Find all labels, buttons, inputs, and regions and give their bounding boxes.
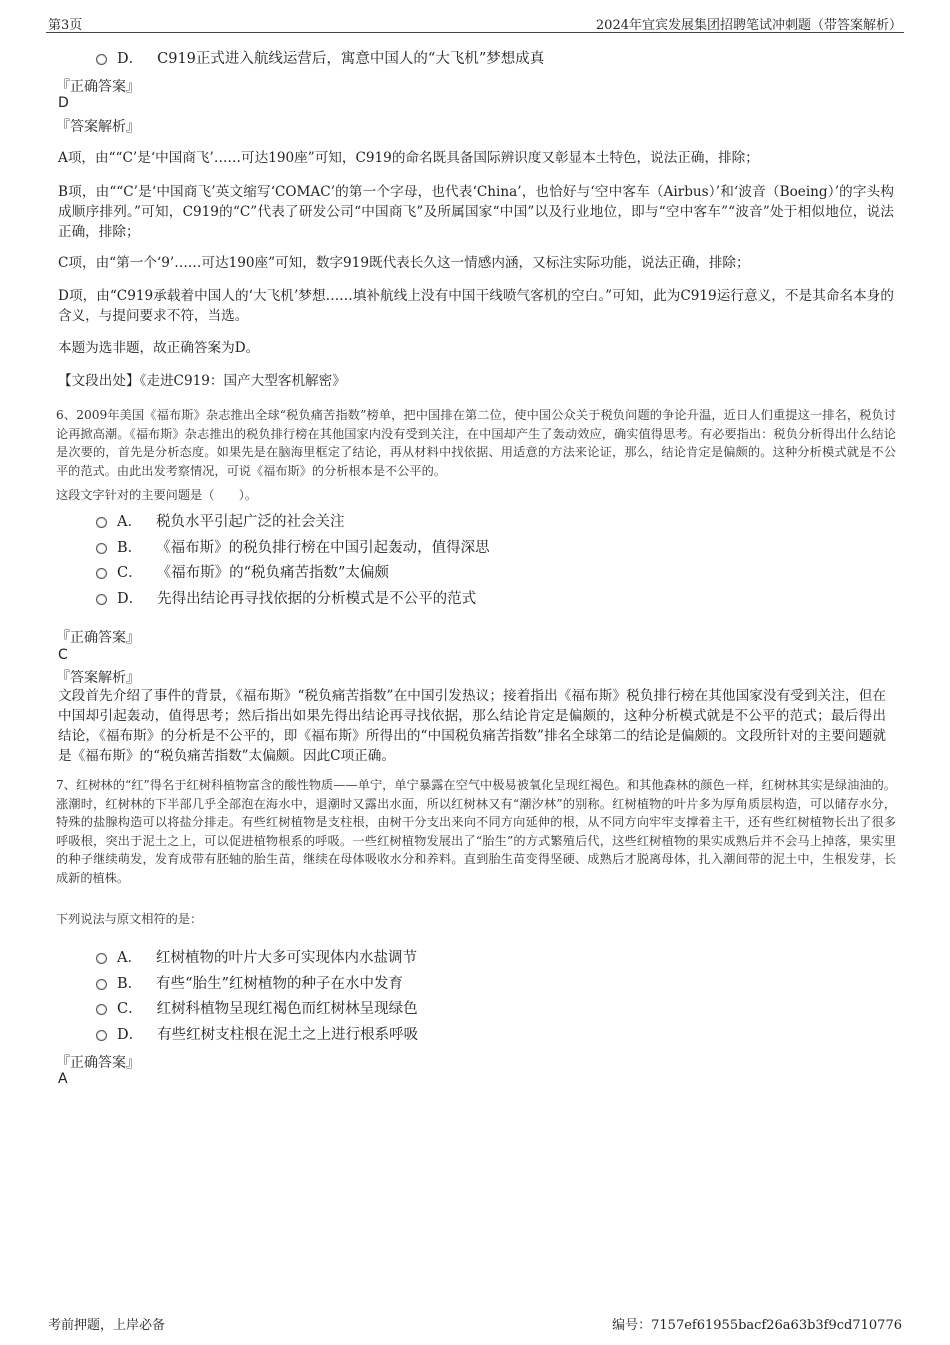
q6-option-a[interactable]: A． 税负水平引起广泛的社会关注 — [96, 510, 344, 531]
q7-question: 下列说法与原文相符的是： — [56, 912, 203, 926]
radio-icon[interactable] — [96, 54, 107, 65]
q5-answer-label: 『正确答案』 — [56, 79, 140, 95]
page-number: 第3页 — [48, 18, 83, 33]
q6-option-d[interactable]: D． 先得出结论再寻找依据的分析模式是不公平的范式 — [96, 587, 476, 608]
radio-icon[interactable] — [96, 517, 107, 528]
q5-conclusion: 本题为选非题，故正确答案为D。 — [58, 340, 260, 356]
footer-serial: 编号：7157ef61955bacf26a63b3f9cd710776 — [612, 1318, 902, 1333]
q5-analysis-b: B项，由““C’是‘中国商飞’英文缩写‘COMAC’的第一个字母，也代表‘China’，也恰好与‘空中客车（Airbus）’和‘波音（Boeing）’的字头构成顺序排列。”可知，C919的“C”代表了研发公司“中国商飞”及所属国家“中国”以及行业地位，即与“空中客车”“波音”处于相似地位，说法正确，排除； — [58, 184, 894, 240]
q6-answer-label: 『正确答案』 — [56, 630, 140, 646]
q5-analysis-d: D项，由“C919承载着中国人的‘大飞机’梦想……填补航线上没有中国干线喷气客机的空白。”可知，此为C919运行意义，不是其命名本身的含义，与提问要求不符，当选。 — [58, 288, 894, 324]
q7-option-b[interactable]: B． 有些“胎生”红树植物的种子在水中发育 — [96, 972, 403, 993]
q5-option-d[interactable]: D． C919正式进入航线运营后，寓意中国人的“大飞机”梦想成真 — [96, 47, 544, 68]
q6-question: 这段文字针对的主要问题是（ ）。 — [56, 488, 258, 502]
q6-stem: 6、2009年美国《福布斯》杂志推出全球“税负痛苦指数”榜单，把中国排在第二位，使中国公众关于税负问题的争论升温，近日人们重提这一排名，税负讨论再掀高潮。《福布斯》杂志推出的税负排行榜在其他国家内没有受到关注，在中国却产生了轰动效应，确实值得思考。有必要指出：税负分析得出什么结论是次要的，首先是分析态度。如果先是在脑海里框定了结论，再从材料中找依据、用适意的方法来论证，那么，结论肯定是偏颇的。这种分析模式就是不公平的范式。由此出发考察情况，可说《福布斯》的分析根本是不公平的。 — [56, 408, 896, 478]
q5-answer: D — [58, 95, 69, 111]
footer-slogan: 考前押题，上岸必备 — [48, 1318, 166, 1333]
q7-answer: A — [58, 1071, 68, 1087]
q7-option-d[interactable]: D． 有些红树支柱根在泥土之上进行根系呼吸 — [96, 1023, 418, 1044]
radio-icon[interactable] — [96, 543, 107, 554]
q6-answer: C — [58, 647, 68, 663]
q5-source: 【文段出处】《走进C919：国产大型客机解密》 — [58, 373, 346, 389]
radio-icon[interactable] — [96, 1030, 107, 1041]
q6-option-b[interactable]: B． 《福布斯》的税负排行榜在中国引起轰动，值得深思 — [96, 536, 490, 557]
q7-option-a[interactable]: A． 红树植物的叶片大多可实现体内水盐调节 — [96, 946, 417, 967]
q7-answer-label: 『正确答案』 — [56, 1055, 140, 1071]
radio-icon[interactable] — [96, 594, 107, 605]
q5-analysis-c: C项，由“第一个‘9’……可达190座”可知，数字919既代表长久这一情感内涵，又标注实际功能，说法正确，排除； — [58, 255, 750, 271]
q7-option-c[interactable]: C． 红树科植物呈现红褐色而红树林呈现绿色 — [96, 997, 418, 1018]
radio-icon[interactable] — [96, 953, 107, 964]
q6-analysis: 文段首先介绍了事件的背景，《福布斯》“税负痛苦指数”在中国引发热议；接着指出《福布斯》税负排行榜在其他国家没有受到关注，但在中国却引起轰动，值得思考；然后指出如果先得出结论再寻找依据，那么结论肯定是偏颇的，这种分析模式就是不公平的范式；最后得出结论，《福布斯》的分析是不公平的，即《福布斯》所得出的“中国税负痛苦指数”排名全球第二的结论是偏颇的。文段所针对的主要问题就是《福布斯》的“税负痛苦指数”太偏颇。因此C项正确。 — [58, 688, 886, 764]
q6-analysis-label: 『答案解析』 — [56, 670, 140, 686]
q6-option-c[interactable]: C． 《福布斯》的“税负痛苦指数”太偏颇 — [96, 561, 389, 582]
q7-stem: 7、红树林的“红”得名于红树科植物富含的酸性物质——单宁，单宁暴露在空气中极易被氧化呈现红褐色。和其他森林的颜色一样，红树林其实是绿油油的。涨潮时，红树林的下半部几乎全部泡在海水中，退潮时又露出水面，所以红树林又有“潮汐林”的别称。红树植物的叶片多为厚角质层构造，可以储存水分，特殊的盐腺构造可以将盐分排走。有些红树植物是支柱根，由树干分支出来向不同方向延伸的根，从不同方向牢牢支撑着主干，还有些红树植物长出了很多呼吸根，突出于泥土之上，可以促进植物根系的呼吸。一些红树植物发展出了“胎生”的方式繁殖后代，这些红树植物的果实成熟后并不会马上掉落，果实里的种子继续萌发，发育成带有胚轴的胎生苗，继续在母体吸收水分和养料。直到胎生苗变得坚硬、成熟后才脱离母体，扎入潮间带的泥土中，生根发芽，长成新的植株。 — [56, 778, 896, 885]
q5-analysis-a: A项，由““C’是‘中国商飞’……可达190座”可知，C919的命名既具备国际辨识度又彰显本土特色，说法正确，排除； — [58, 150, 759, 166]
radio-icon[interactable] — [96, 979, 107, 990]
radio-icon[interactable] — [96, 1004, 107, 1015]
q5-analysis-label: 『答案解析』 — [56, 119, 140, 135]
radio-icon[interactable] — [96, 568, 107, 579]
document-title: 2024年宜宾发展集团招聘笔试冲刺题（带答案解析） — [595, 18, 902, 33]
header-divider — [46, 32, 904, 33]
